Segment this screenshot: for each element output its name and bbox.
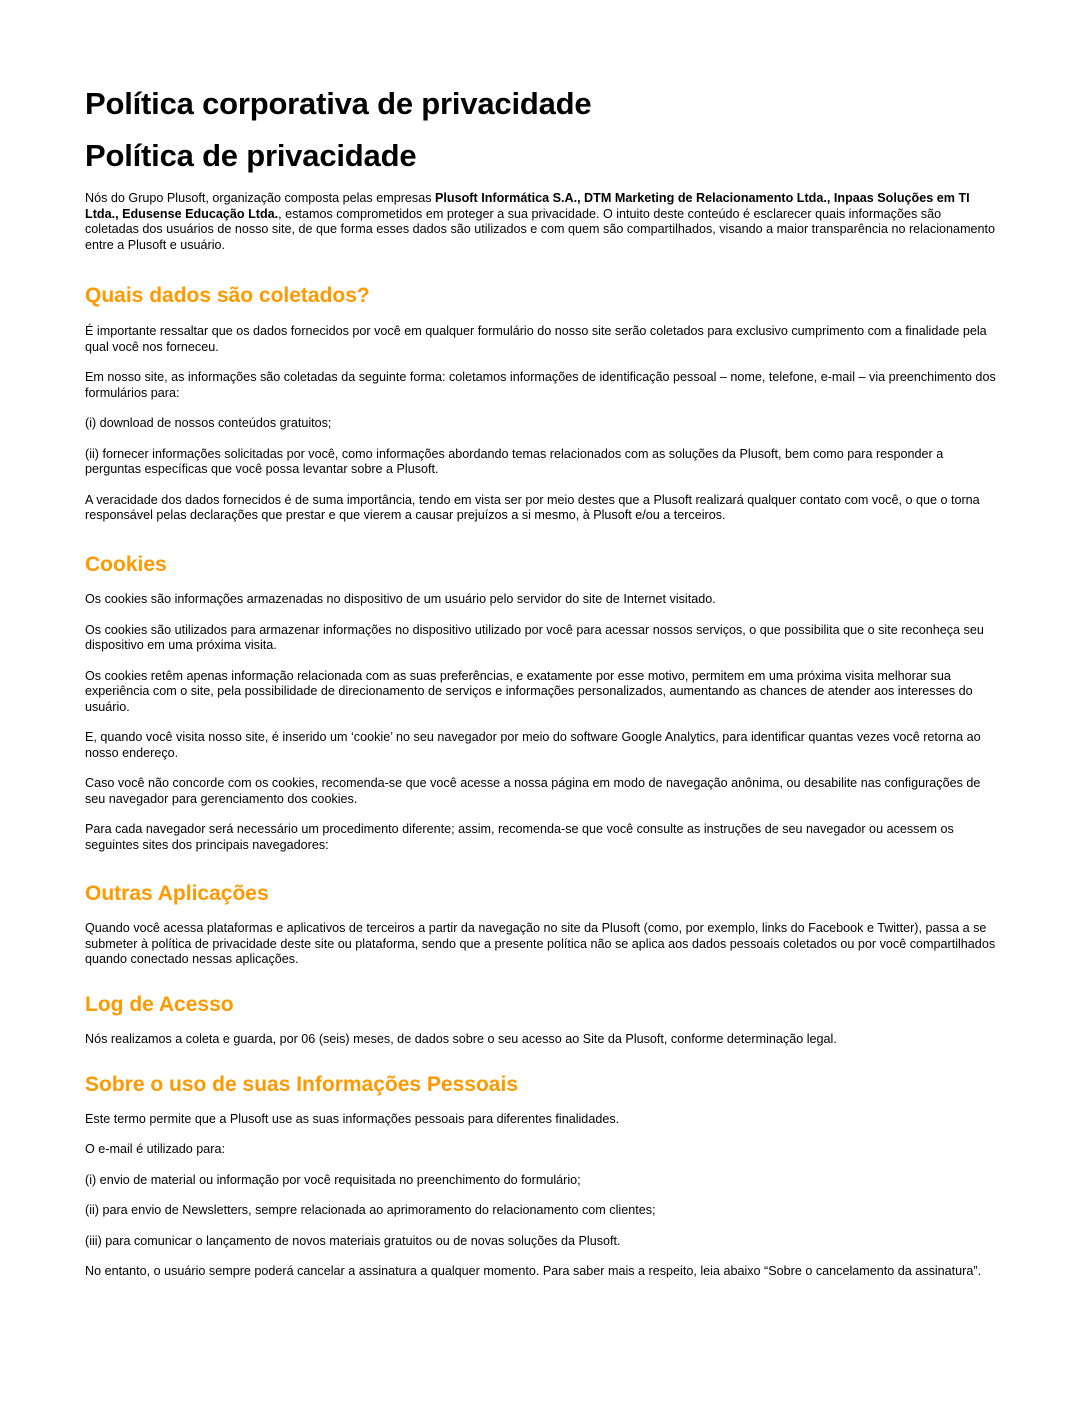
section-heading: Sobre o uso de suas Informações Pessoais <box>85 1072 518 1096</box>
section-outras-aplicacoes <box>85 881 996 968</box>
section-heading: Log de Acesso <box>85 992 234 1016</box>
paragraph: Este termo permite que a Plusoft use as suas informações pessoais para diferentes finalidades. <box>85 1111 620 1126</box>
intro-text-start: Nós do Grupo Plusoft, organização composta pelas empresas <box>85 191 436 206</box>
paragraph: No entanto, o usuário sempre poderá cancelar a assinatura a qualquer momento. Para saber mais a respeito, leia abaixo “Sobre o cancelamento da assinatura”. <box>85 1264 982 1279</box>
paragraph: Os cookies retêm apenas informação relacionada com as suas preferências, e exatamente por esse motivo, permitem em uma próxima visita melhorar sua experiência com o site, pela possibilidade de direcionamento de serviços e informações personalizados, aumentando as chances de atender aos interesses do usuário. <box>85 668 973 714</box>
section-uso-informacoes <box>85 1072 996 1280</box>
paragraph: É importante ressaltar que os dados fornecidos por você em qualquer formulário do nosso site serão coletados para exclusivo cumprimento com a finalidade pela qual você nos forneceu. <box>85 324 987 354</box>
list-item: (ii) para envio de Newsletters, sempre relacionada ao aprimoramento do relacionamento com clientes; <box>85 1203 656 1218</box>
paragraph: Quando você acessa plataformas e aplicativos de terceiros a partir da navegação no site da Plusoft (como, por exemplo, links do Facebook e Twitter), passa a se submeter à política de privacidade deste site ou plataforma, sendo que a presente política não se aplica aos dados pessoais coletados ou por você compartilhados quando conectado nessas aplicações. <box>85 921 996 967</box>
section-heading: Outras Aplicações <box>85 882 269 906</box>
list-item: (iii) para comunicar o lançamento de novos materiais gratuitos ou de novas soluções da Plusoft. <box>85 1233 621 1248</box>
paragraph: Caso você não concorde com os cookies, recomenda-se que você acesse a nossa página em modo de navegação anônima, ou desabilite nas configurações de seu navegador para gerenciamento dos cookies. <box>85 776 981 806</box>
intro-paragraph <box>85 191 996 253</box>
list-item: (i) download de nossos conteúdos gratuitos; <box>85 416 332 431</box>
intro-text-end: , estamos comprometidos em proteger a sua privacidade. O intuito deste conteúdo é esclarecer quais informações são coletadas dos usuários de nosso site, de que forma esses dados são utilizados e com quem são compartilhados, visando a maior transparência no relacionamento entre a Plusoft e usuário. <box>85 206 996 252</box>
list-item: (ii) fornecer informações solicitadas por você, como informações abordando temas relacionados com as soluções da Plusoft, bem como para responder a perguntas específicas que você possa levantar sobre a Plusoft. <box>85 446 944 477</box>
paragraph: A veracidade dos dados fornecidos é de suma importância, tendo em vista ser por meio destes que a Plusoft realizará qualquer contato com você, o que o torna responsável pelas declarações que prestar e que vierem a causar prejuízos a si mesmo, à Plusoft e/ou a terceiros. <box>85 492 980 523</box>
paragraph: Em nosso site, as informações são coletadas da seguinte forma: coletamos informações de identificação pessoal – nome, telefone, e-mail – via preenchimento dos formulários para: <box>85 370 996 400</box>
section-log-acesso <box>85 992 996 1048</box>
paragraph: E, quando você visita nosso site, é inserido um ‘cookie’ no seu navegador por meio do software Google Analytics, para identificar quantas vezes você retorna ao nosso endereço. <box>85 730 981 760</box>
paragraph: Os cookies são informações armazenadas no dispositivo de um usuário pelo servidor do site de Internet visitado. <box>85 592 716 607</box>
intro-company-names: Plusoft Informática S.A., DTM Marketing de Relacionamento Ltda., Inpaas Soluções em TI Ltda., Edusense Educação Ltda. <box>85 191 970 221</box>
paragraph: O e-mail é utilizado para: <box>85 1142 225 1157</box>
list-item: (i) envio de material ou informação por você requisitada no preenchimento do formulário; <box>85 1172 581 1187</box>
paragraph: Para cada navegador será necessário um procedimento diferente; assim, recomenda-se que você consulte as instruções de seu navegador ou acessem os seguintes sites dos principais navegadores: <box>85 822 954 852</box>
section-heading: Quais dados são coletados? <box>85 284 370 308</box>
section-dados-coletados <box>85 283 996 524</box>
section-heading: Cookies <box>85 552 167 576</box>
paragraph: Nós realizamos a coleta e guarda, por 06 (seis) meses, de dados sobre o seu acesso ao Site da Plusoft, conforme determinação legal. <box>85 1032 837 1047</box>
page-subtitle: Política de privacidade <box>85 137 417 173</box>
page-title: Política corporativa de privacidade <box>85 86 592 121</box>
section-cookies <box>85 552 996 853</box>
paragraph: Os cookies são utilizados para armazenar informações no dispositivo utilizado por você para acessar nossos serviços, o que possibilita que o site reconheça seu dispositivo em uma próxima visita. <box>85 622 984 653</box>
